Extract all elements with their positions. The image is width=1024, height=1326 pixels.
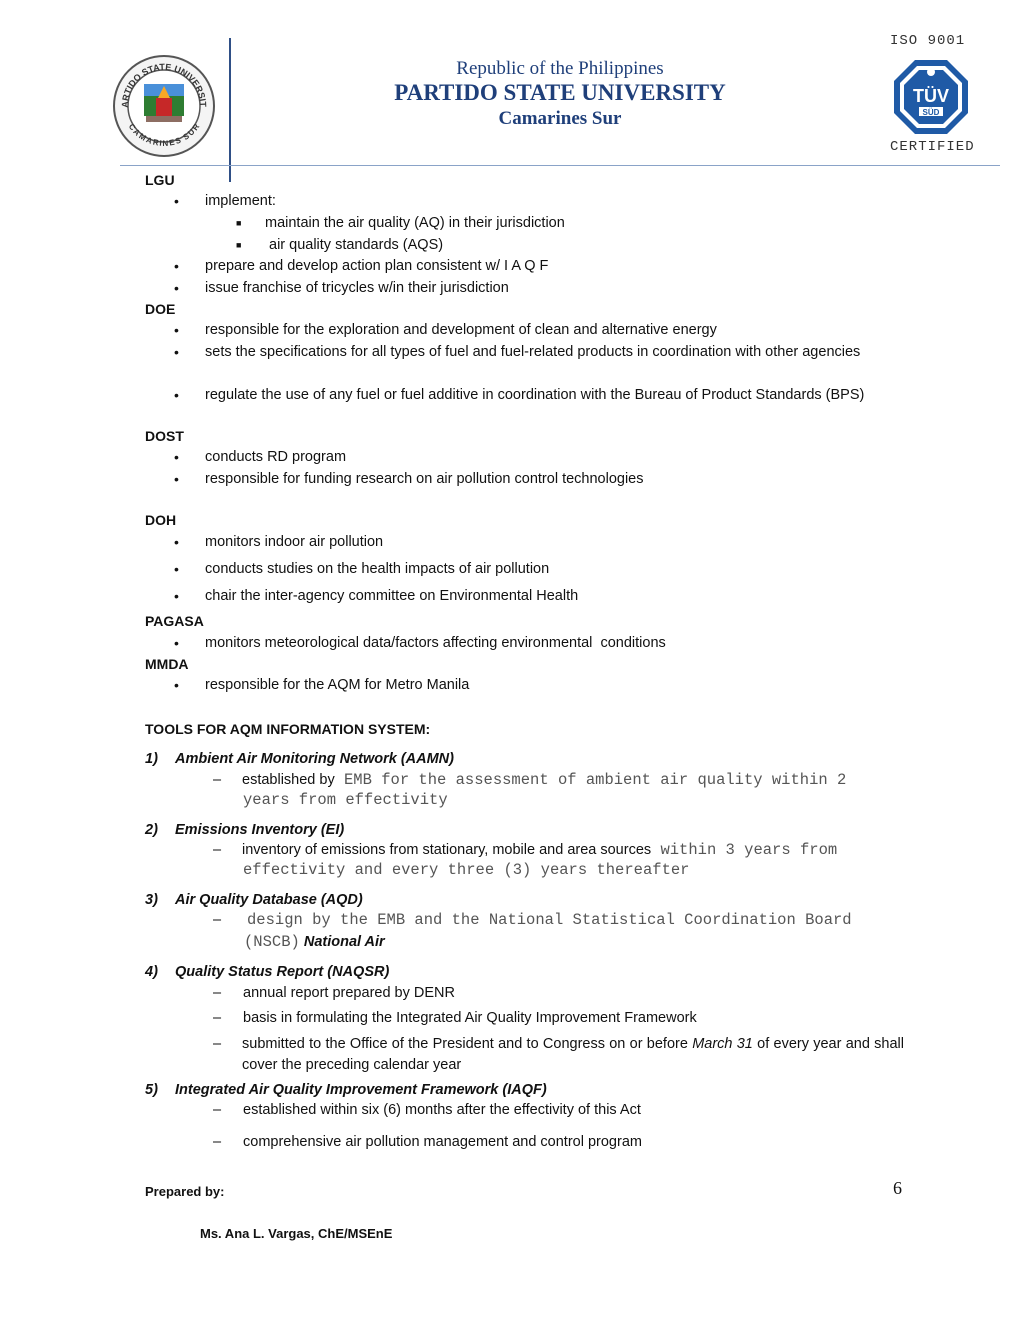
tools-heading: TOOLS FOR AQM INFORMATION SYSTEM: xyxy=(145,721,431,737)
bullet-icon: • xyxy=(174,588,179,604)
tool-5-number: 5) xyxy=(145,1082,158,1098)
tool-4-desc-3-part-a: submitted to the Office of the President and to Congress on or before xyxy=(242,1036,693,1052)
dash-icon: – xyxy=(213,912,222,928)
dash-icon: – xyxy=(213,1134,222,1150)
doh-bullet-1: monitors indoor air pollution xyxy=(205,534,384,550)
square-bullet-icon: ■ xyxy=(236,240,242,250)
tool-3-desc-part-c: National Air xyxy=(303,934,385,950)
doh-bullet-2: conducts studies on the health impacts of air pollution xyxy=(205,561,550,577)
dash-icon: – xyxy=(213,842,222,858)
dash-icon: – xyxy=(213,1102,222,1118)
tool-4-desc-3-date: March 31 xyxy=(692,1036,753,1052)
tool-4-desc-3-part-c: of every year and shall cover the preceding calendar year xyxy=(242,1036,904,1073)
bullet-icon: • xyxy=(174,322,179,338)
tool-3-desc-cont xyxy=(244,932,385,953)
tool-1-desc-cont: years from effectivity xyxy=(243,791,448,809)
doh-bullet-3: chair the inter-agency committee on Environmental Health xyxy=(205,588,579,604)
section-title-dost: DOST xyxy=(145,428,184,444)
bullet-icon: • xyxy=(174,635,179,651)
prepared-by-label: Prepared by: xyxy=(145,1184,225,1199)
tuv-sub-text: SÜD xyxy=(922,108,940,117)
tool-5-desc-1: established within six (6) months after the effectivity of this Act xyxy=(243,1102,641,1118)
page-number: 6 xyxy=(893,1178,902,1198)
section-title-lgu: LGU xyxy=(145,172,175,188)
doe-bullet-1: responsible for the exploration and development of clean and alternative energy xyxy=(205,322,717,338)
tool-1-name: Ambient Air Monitoring Network (AAMN) xyxy=(175,751,454,767)
university-seal-logo xyxy=(112,54,216,158)
bullet-icon: • xyxy=(174,677,179,693)
author-name: Ms. Ana L. Vargas, ChE/MSEnE xyxy=(200,1226,393,1241)
tool-5-name: Integrated Air Quality Improvement Framework (IAQF) xyxy=(175,1082,547,1098)
tool-1-number: 1) xyxy=(145,751,158,767)
tool-1-desc-part-b: EMB for the assessment of ambient air quality within 2 xyxy=(334,771,847,789)
bullet-icon: • xyxy=(174,387,179,403)
bullet-icon: • xyxy=(174,534,179,550)
tool-3-number: 3) xyxy=(145,892,158,908)
tool-3-desc-part-b: (NSCB) xyxy=(244,933,300,951)
tool-3-name: Air Quality Database (AQD) xyxy=(175,892,363,908)
tool-5-desc-2: comprehensive air pollution management and control program xyxy=(243,1134,642,1150)
dost-bullet-2: responsible for funding research on air pollution control technologies xyxy=(205,471,644,487)
tuv-text: TÜV xyxy=(913,86,949,106)
header-province: Camarines Sur xyxy=(498,108,622,129)
header-republic: Republic of the Philippines xyxy=(456,58,664,79)
tool-4-name: Quality Status Report (NAQSR) xyxy=(175,964,390,980)
tool-1-desc xyxy=(242,770,846,791)
tool-4-desc-3 xyxy=(242,1034,904,1076)
tool-4-number: 4) xyxy=(145,964,158,980)
lgu-bullet-3: issue franchise of tricycles w/in their jurisdiction xyxy=(205,280,509,296)
tool-2-number: 2) xyxy=(145,822,158,838)
header-horizontal-rule xyxy=(120,165,1000,166)
lgu-bullet-1: implement: xyxy=(205,193,276,209)
tool-2-name: Emissions Inventory (EI) xyxy=(175,822,345,838)
doe-bullet-3: regulate the use of any fuel or fuel additive in coordination with the Bureau of Product Standards (BPS) xyxy=(205,387,865,403)
lgu-bullet-2: prepare and develop action plan consistent w/ I A Q F xyxy=(205,258,549,274)
lgu-sub-1: maintain the air quality (AQ) in their jurisdiction xyxy=(265,215,565,231)
tool-3-desc: design by the EMB and the National Statistical Coordination Board xyxy=(247,911,852,929)
tool-1-desc-part-a: established by xyxy=(242,772,335,788)
tool-4-desc-2: basis in formulating the Integrated Air Quality Improvement Framework xyxy=(243,1010,697,1026)
certified-label: CERTIFIED xyxy=(890,139,975,155)
dash-icon: – xyxy=(213,985,222,1001)
section-title-doe: DOE xyxy=(145,301,176,317)
bullet-icon: • xyxy=(174,280,179,296)
seal-text-bottom: CAMARINES SUR xyxy=(126,122,202,149)
square-bullet-icon: ■ xyxy=(236,218,242,228)
bullet-icon: • xyxy=(174,344,179,360)
tool-2-desc-cont: effectivity and every three (3) years thereafter xyxy=(243,861,690,879)
section-title-mmda: MMDA xyxy=(145,656,189,672)
bullet-icon: • xyxy=(174,258,179,274)
iso-label: ISO 9001 xyxy=(890,33,966,49)
seal-text-top: ARTIDO STATE UNIVERSIT xyxy=(119,61,209,108)
tool-4-desc-1: annual report prepared by DENR xyxy=(243,985,455,1001)
bullet-icon: • xyxy=(174,449,179,465)
dash-icon: – xyxy=(213,772,222,788)
header-vertical-rule xyxy=(229,38,231,182)
lgu-sub-2: air quality standards (AQS) xyxy=(269,237,444,253)
section-title-pagasa: PAGASA xyxy=(145,613,204,629)
tool-2-desc-part-a: inventory of emissions from stationary, mobile and area sources xyxy=(242,842,652,858)
tool-2-desc xyxy=(242,840,837,861)
mmda-bullet-1: responsible for the AQM for Metro Manila xyxy=(205,677,470,693)
bullet-icon: • xyxy=(174,561,179,577)
bullet-icon: • xyxy=(174,193,179,209)
dash-icon: – xyxy=(213,1036,222,1052)
tool-2-desc-part-b: within 3 years from xyxy=(651,841,838,859)
pagasa-bullet-1: monitors meteorological data/factors affecting environmental conditions xyxy=(205,635,666,651)
bullet-icon: • xyxy=(174,471,179,487)
dost-bullet-1: conducts RD program xyxy=(205,449,347,465)
tuv-certification-logo xyxy=(892,58,970,136)
section-title-doh: DOH xyxy=(145,512,177,528)
doe-bullet-2: sets the specifications for all types of fuel and fuel-related products in coordination with other agencies xyxy=(205,344,861,360)
header-university-name: PARTIDO STATE UNIVERSITY xyxy=(394,80,726,105)
dash-icon: – xyxy=(213,1010,222,1026)
